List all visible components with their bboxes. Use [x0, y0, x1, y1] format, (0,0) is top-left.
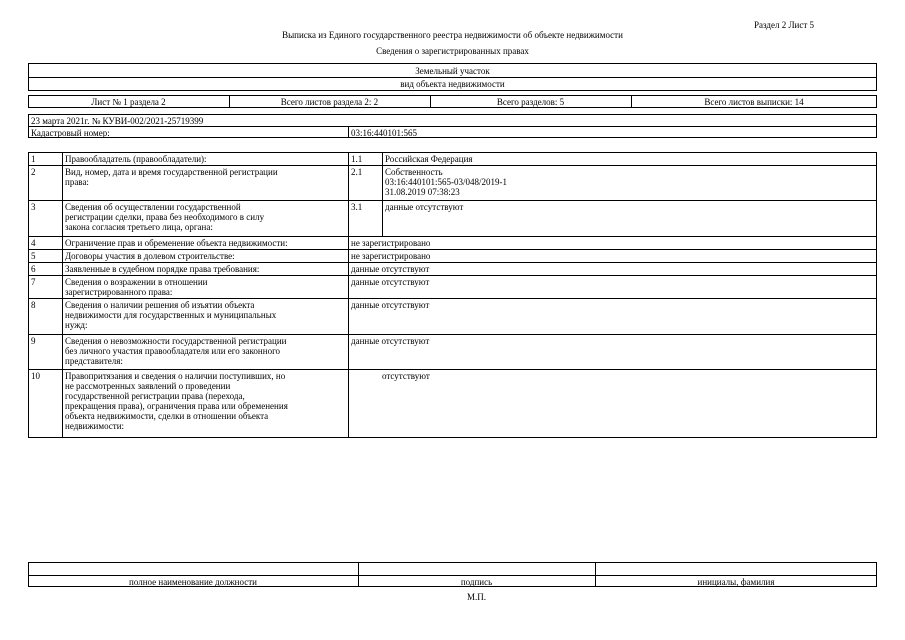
- row-number: 9: [31, 336, 36, 346]
- position-caption: полное наименование должности: [129, 577, 257, 587]
- row-value: данные отсутствуют: [351, 336, 430, 346]
- row-value: данные отсутствуют: [351, 300, 430, 310]
- row-value: Российская Федерация: [385, 154, 473, 164]
- row-number: 7: [31, 277, 36, 287]
- row-subnumber: 3.1: [351, 202, 363, 212]
- row-label: Ограничение прав и обременение объекта недвижимости:: [65, 238, 288, 248]
- object-type-caption: вид объекта недвижимости: [400, 79, 505, 89]
- row-subnumber: 2.1: [351, 167, 363, 177]
- row-label: Сведения о возражении в отношении зарегистрированного права:: [65, 277, 208, 297]
- row-label: Договоры участия в долевом строительстве:: [65, 251, 235, 261]
- row-value: данные отсутствуют: [351, 264, 430, 274]
- stamp-label: М.П.: [466, 592, 486, 602]
- row-number: 4: [31, 238, 36, 248]
- row-value: отсутствуют: [382, 371, 430, 381]
- document-subtitle: Сведения о зарегистрированных правах: [376, 46, 529, 56]
- row-label: Вид, номер, дата и время государственной регистрации права:: [65, 167, 278, 187]
- name-caption: инициалы, фамилия: [697, 577, 775, 587]
- row-value: Собственность 03:16:440101:565-03/048/2019-1 31.08.2019 07:38:23: [385, 167, 507, 197]
- cadastral-number: 03:16:440101:565: [351, 128, 418, 138]
- row-value: не зарегистрировано: [351, 238, 431, 248]
- row-subnumber: 1.1: [351, 154, 363, 164]
- row-value: не зарегистрировано: [351, 251, 431, 261]
- row-number: 6: [31, 264, 36, 274]
- row-number: 1: [31, 154, 36, 164]
- section-sheet-label: Раздел 2 Лист 5: [754, 20, 815, 30]
- document-title: Выписка из Единого государственного реестра недвижимости об объекте недвижимости: [282, 30, 623, 40]
- row-value: данные отсутствуют: [385, 202, 464, 212]
- row-number: 8: [31, 300, 36, 310]
- signature-caption: подпись: [460, 577, 493, 587]
- total-sheets-extract: Всего листов выписки: 14: [704, 97, 804, 107]
- row-label: Заявленные в судебном порядке права требования:: [65, 264, 260, 274]
- row-number: 10: [31, 371, 40, 381]
- sheet-number: Лист № 1 раздела 2: [91, 97, 166, 107]
- document-reference: 23 марта 2021г. № КУВИ-002/2021-25719399: [31, 116, 204, 126]
- row-label: Сведения о невозможности государственной регистрации без личного участия правообладателя или его законного представителя:: [65, 336, 287, 366]
- row-label: Сведения об осуществлении государственной регистрации сделки, права без необходимого в силу закона согласия третьего лица, органа:: [65, 202, 265, 232]
- row-label: Сведения о наличии решения об изъятии объекта недвижимости для государственных и муниципальных нужд:: [65, 300, 277, 330]
- row-number: 2: [31, 167, 36, 177]
- row-label: Правообладатель (правообладатели):: [65, 154, 207, 164]
- row-number: 5: [31, 251, 36, 261]
- row-label: Правопритязания и сведения о наличии поступивших, но не рассмотренных заявлений о проведении государственной регистрации права (перехода, прекращения права), ограничения права или обременения объекта недвижимости, сделки в отношении объекта недвижимости:: [65, 371, 288, 431]
- row-value: данные отсутствуют: [351, 277, 430, 287]
- object-type: Земельный участок: [415, 66, 490, 76]
- cadastral-label: Кадастровый номер:: [31, 128, 110, 138]
- row-number: 3: [31, 202, 36, 212]
- total-sheets-section: Всего листов раздела 2: 2: [280, 97, 379, 107]
- total-sections: Всего разделов: 5: [496, 97, 565, 107]
